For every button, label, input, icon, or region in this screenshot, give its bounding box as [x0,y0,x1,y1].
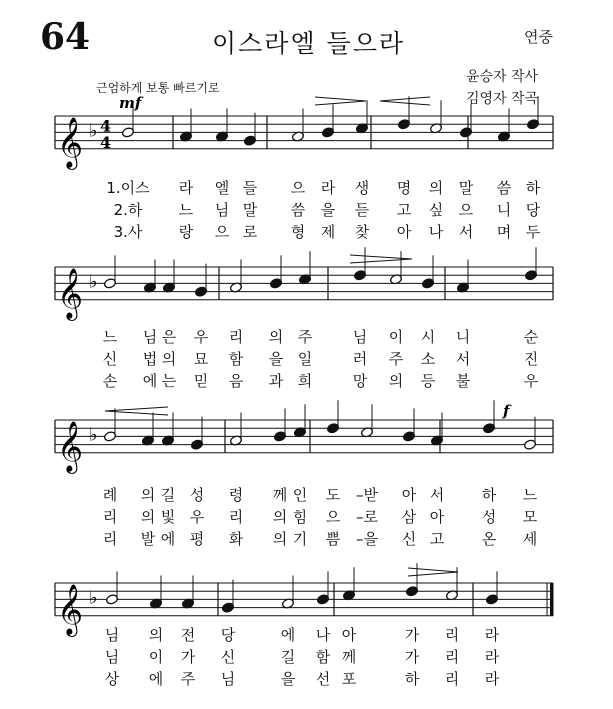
lyric-syllable: 함 [315,648,331,666]
lyric-syllable: 이 [148,648,164,666]
lyric-syllable: 빛 [160,508,176,526]
lyric-syllable: 고 [429,530,445,548]
lyric-syllable: 아 [429,508,445,526]
lyric-syllable: 인 [292,486,308,504]
lyric-syllable: 듣 [354,201,370,219]
lyric-syllable: 함 [228,350,244,368]
lyric-syllable: 아 [396,223,412,241]
lyric-syllable: 두 [525,223,541,241]
lyric-syllable: 찾 [354,223,370,241]
lyric-syllable: 쁨 [325,530,341,548]
lyric-syllable: 법 [142,350,158,368]
lyric-syllable: 라 [484,648,500,666]
lyric-syllable: 을 [268,350,284,368]
lyric-syllable: 상 [104,670,120,688]
lyric-syllable: –받 [356,486,378,504]
hymn-title: 이스라엘 들으라 [212,29,405,58]
lyric-syllable: 으 [325,508,341,526]
lyric-syllable: 진 [523,350,539,368]
decrescendo-hairpin [408,568,458,576]
lyric-syllable: –로 [356,508,378,526]
lyric-syllable: 께 [272,486,288,504]
lyric-syllable: 령 [228,486,244,504]
lyric-syllable: 로 [242,223,258,241]
crescendo-hairpin [380,97,430,105]
lyric-syllable: 우 [523,372,539,390]
lyric-syllable: 리 [444,670,460,688]
lyric-syllable: 기 [292,530,308,548]
lyric-syllable: 으 [214,223,230,241]
lyric-syllable: 가 [180,648,196,666]
lyric-syllable: 신 [220,648,236,666]
lyric-syllable: 의 [268,328,284,346]
lyric-syllable: 손 [102,372,118,390]
lyric-syllable: 순 [523,328,539,346]
lyric-syllable: 의 [140,486,156,504]
lyric-syllable: 온 [481,530,497,548]
lyric-syllable: 길 [160,486,176,504]
lyric-syllable: 랑 [178,223,194,241]
lyric-syllable: 니 [455,328,471,346]
lyric-syllable: 우 [189,508,205,526]
lyric-syllable: 에 [148,670,164,688]
lyric-syllable: 의 [161,350,177,368]
lyric-syllable: 신 [401,530,417,548]
lyric-syllable: 삼 [401,508,417,526]
lyric-syllable: 하 [481,486,497,504]
lyric-syllable: 라 [484,670,500,688]
lyric-syllable: 리 [444,626,460,644]
lyric-syllable: 힘 [292,508,308,526]
lyric-syllable: 평 [189,530,205,548]
flat-icon: ♭ [89,271,98,293]
lyric-syllable: 소 [420,350,436,368]
lyric-syllable: 하 [404,670,420,688]
lyric-syllable: 의 [272,508,288,526]
lyric-syllable: 성 [481,508,497,526]
lyric-syllable: 은 [161,328,177,346]
lyric-syllable: 명 [396,179,412,197]
lyric-syllable: 느 [102,328,118,346]
lyric-syllable: 느 [522,486,538,504]
lyric-syllable: 주 [297,328,313,346]
lyric-syllable: 나 [428,223,444,241]
lyric-syllable: 우 [193,328,209,346]
treble-clef-icon: 𝄞 [57,267,84,319]
lyric-syllable: 가 [404,626,420,644]
lyric-syllable: 시 [420,328,436,346]
staff-system-3 [55,400,553,474]
lyric-syllable: 망 [352,372,368,390]
lyric-syllable: 에 [160,530,176,548]
lyric-syllable: 선 [315,670,331,688]
lyric-syllable: 며 [496,223,512,241]
lyric-syllable: 싶 [428,201,444,219]
lyric-syllable: 리 [102,530,118,548]
lyric-syllable: 아 [341,626,357,644]
lyric-syllable: 세 [522,530,538,548]
lyric-syllable: 일 [297,350,313,368]
lyric-syllable: 화 [228,530,244,548]
lyric-syllable: 성 [189,486,205,504]
time-signature-numerator: 4 [100,116,112,136]
lyric-syllable: 의 [428,179,444,197]
lyric-syllable: 으 [290,179,306,197]
lyric-syllable: 말 [458,179,474,197]
lyric-syllable: 의 [148,626,164,644]
lyric-syllable: 으 [458,201,474,219]
lyric-syllable: 믿 [193,372,209,390]
lyric-syllable: 라 [320,179,336,197]
lyric-syllable: 리 [444,648,460,666]
lyric-syllable: 의 [388,372,404,390]
lyric-syllable: 나 [315,626,331,644]
lyricist-credit: 윤승자 작사 [466,69,539,85]
lyric-syllable: 형 [290,223,306,241]
dynamic-f: f [503,402,510,420]
staff-system-2 [55,247,553,321]
lyric-syllable: 아 [401,486,417,504]
lyric-syllable: 포 [341,670,357,688]
time-signature-denominator: 4 [100,132,112,152]
treble-clef-icon: 𝄞 [57,420,84,472]
lyric-syllable: 하 [525,179,541,197]
hymn-category: 연중 [524,28,553,46]
lyric-syllable: 3.사 [113,223,143,241]
lyric-syllable: 님 [142,328,158,346]
lyric-syllable: 서 [455,350,471,368]
final-barline-thick [550,583,554,616]
treble-clef-icon: 𝄞 [57,583,84,635]
lyric-syllable: 주 [180,670,196,688]
lyric-syllable: 을 [320,201,336,219]
treble-clef-icon: 𝄞 [57,116,84,168]
lyric-syllable: 1.이스 [106,179,150,197]
flat-icon: ♭ [89,424,98,446]
lyric-syllable: 께 [341,648,357,666]
hymn-number: 64 [40,16,91,58]
lyric-syllable: 모 [522,508,538,526]
lyric-syllable: 라 [484,626,500,644]
lyric-syllable: 느 [178,201,194,219]
lyric-syllable: 님 [220,670,236,688]
lyric-syllable: 서 [429,486,445,504]
lyric-syllable: 씀 [496,179,512,197]
lyric-syllable: 엘 [214,179,230,197]
lyric-syllable: 2.하 [113,201,143,219]
lyric-syllable: 님 [214,201,230,219]
lyric-syllable: 당 [220,626,236,644]
lyric-syllable: –을 [356,530,378,548]
lyric-syllable: 등 [420,372,436,390]
lyric-syllable: 음 [228,372,244,390]
lyric-syllable: 님 [352,328,368,346]
lyric-syllable: 전 [180,626,196,644]
lyric-syllable: 제 [320,223,336,241]
tempo-marking: 근엄하게 보통 빠르기로 [96,81,220,95]
lyric-syllable: 라 [178,179,194,197]
lyric-syllable: 에 [142,372,158,390]
lyric-syllable: 신 [102,350,118,368]
lyric-syllable: 말 [242,201,258,219]
lyric-syllable: 들 [242,179,258,197]
lyric-syllable: 례 [102,486,118,504]
lyric-syllable: 을 [280,670,296,688]
decrescendo-hairpin [315,97,366,105]
staff-system-4 [55,563,554,637]
lyric-syllable: 리 [228,328,244,346]
composer-credit: 김영자 작곡 [466,91,539,107]
dynamic-mf: mf [119,94,142,112]
lyric-syllable: 당 [525,201,541,219]
lyric-syllable: 에 [280,626,296,644]
lyric-syllable: 니 [496,201,512,219]
lyric-syllable: 고 [396,201,412,219]
lyric-syllable: 희 [297,372,313,390]
lyric-syllable: 가 [404,648,420,666]
lyric-syllable: 주 [388,350,404,368]
decrescendo-hairpin [350,255,412,263]
lyric-syllable: 생 [354,179,370,197]
lyric-syllable: 리 [228,508,244,526]
lyric-syllable: 리 [102,508,118,526]
lyric-syllable: 서 [458,223,474,241]
lyric-syllable: 묘 [193,350,209,368]
lyric-syllable: 님 [104,648,120,666]
lyric-syllable: 님 [104,626,120,644]
lyric-syllable: 의 [272,530,288,548]
lyric-syllable: 이 [388,328,404,346]
lyric-syllable: 발 [140,530,156,548]
lyric-syllable: 러 [352,350,368,368]
flat-icon: ♭ [89,120,98,142]
lyric-syllable: 의 [140,508,156,526]
lyric-syllable: 길 [280,648,296,666]
crescendo-hairpin [105,407,168,415]
lyric-syllable: 씀 [290,201,306,219]
lyric-syllable: 불 [455,372,471,390]
lyric-syllable: 과 [268,372,284,390]
lyric-syllable: 도 [325,486,341,504]
lyric-syllable: 는 [161,372,177,390]
flat-icon: ♭ [89,587,98,609]
